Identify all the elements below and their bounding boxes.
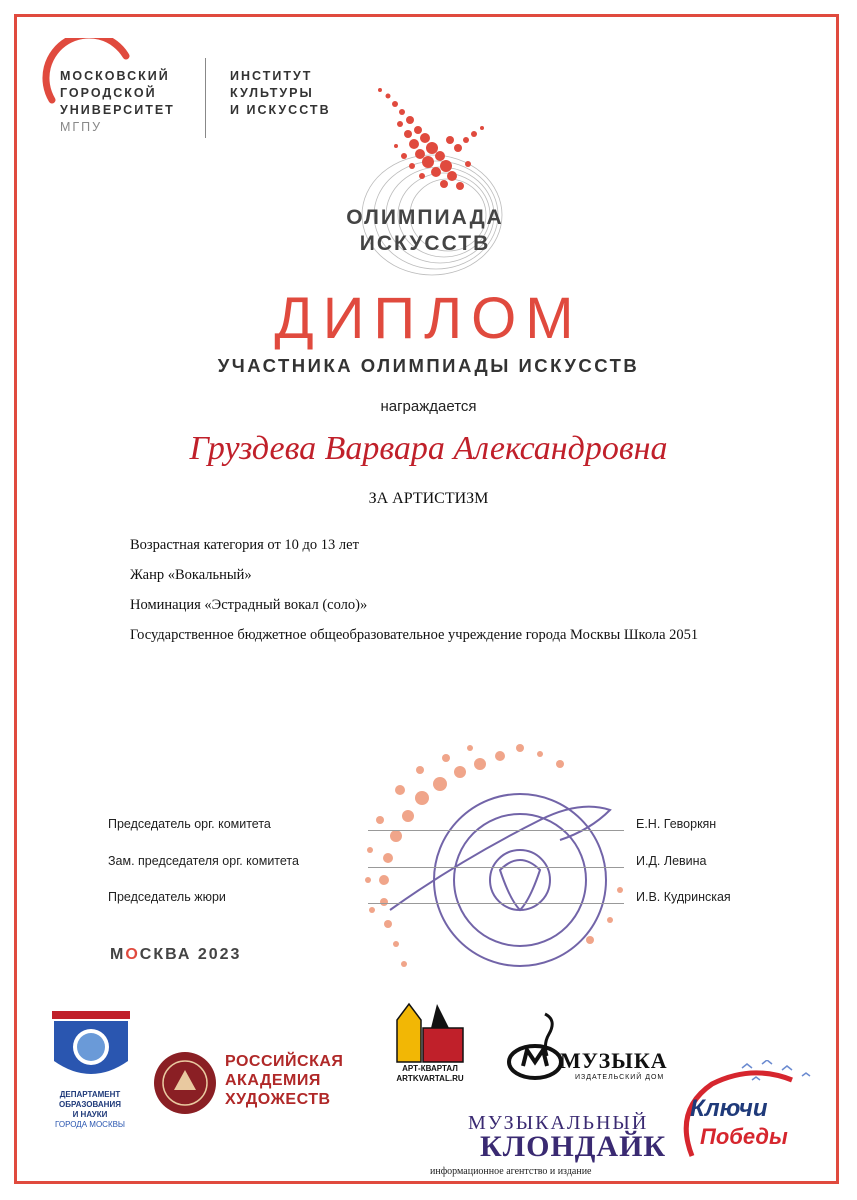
muzyka-logo [505, 1010, 565, 1082]
genre: Жанр «Вокальный» [130, 567, 252, 583]
klondike-top: МУЗЫКАЛЬНЫЙ [468, 1112, 649, 1134]
klondike-main: КЛОНДАЙК [480, 1130, 667, 1163]
age-category: Возрастная категория от 10 до 13 лет [130, 537, 359, 553]
seal-stamp [360, 740, 640, 980]
university-line: УНИВЕРСИТЕТ [60, 103, 175, 117]
signature-line [368, 903, 624, 904]
nomination: Номинация «Эстрадный вокал (соло)» [130, 597, 368, 613]
signature-role: Зам. председателя орг. комитета [108, 854, 299, 868]
signature-name: И.В. Кудринская [636, 890, 731, 904]
rah-line: ХУДОЖЕСТВ [225, 1091, 331, 1108]
olympiad-line: ИСКУССТВ [359, 232, 491, 255]
rah-emblem [152, 1050, 218, 1116]
signature-line [368, 867, 624, 868]
signature-name: И.Д. Левина [636, 854, 707, 868]
institute-line: И ИСКУССТВ [230, 103, 331, 117]
pobedy-word: Победы [700, 1124, 788, 1149]
dept-education-logo [48, 1005, 134, 1089]
city-part: СКВА 2023 [139, 946, 242, 963]
rah-text [225, 1052, 343, 1109]
recipient-name: Груздева Варвара Александровна [189, 430, 668, 467]
school: Государственное бюджетное общеобразовательное учреждение города Москвы Школа 2051 [130, 627, 699, 643]
signature-role: Председатель жюри [108, 890, 226, 904]
institute-name [230, 68, 331, 119]
university-line: ГОРОДСКОЙ [60, 86, 157, 100]
awarded-text: награждается [380, 398, 477, 415]
art-line: ARTKVARTAL.RU [396, 1074, 464, 1083]
dept-line: ОБРАЗОВАНИЯ [59, 1100, 121, 1109]
dept-line: ДЕПАРТАМЕНТ [59, 1090, 121, 1099]
art-kvartal-text [385, 1064, 475, 1084]
olympiad-line: ОЛИМПИАДА [346, 206, 504, 229]
signature-line [368, 830, 624, 831]
university-short: МГПУ [60, 120, 103, 134]
diploma-title: ДИПЛОМ [274, 286, 583, 351]
muzyka-subtitle: ИЗДАТЕЛЬСКИЙ ДОМ [575, 1074, 665, 1081]
art-line: АРТ-КВАРТАЛ [402, 1064, 458, 1073]
muzyka-title: МУЗЫКА [560, 1048, 668, 1073]
signature-name: Е.Н. Геворкян [636, 817, 717, 831]
university-name [60, 68, 175, 136]
dept-education-text [40, 1090, 140, 1130]
decorative-dots [365, 744, 623, 967]
award-reason: ЗА АРТИСТИЗМ [368, 490, 489, 507]
institute-line: КУЛЬТУРЫ [230, 86, 314, 100]
klondike-subtitle: информационное агентство и издание [430, 1166, 592, 1177]
header-divider [205, 58, 206, 138]
signature-role: Председатель орг. комитета [108, 817, 271, 831]
institute-line: ИНСТИТУТ [230, 69, 313, 83]
olympiad-title [330, 205, 520, 257]
city-year [110, 946, 241, 964]
kluchi-word: Ключи [690, 1095, 768, 1122]
city-part: О [125, 946, 140, 963]
diploma-subtitle: УЧАСТНИКА ОЛИМПИАДЫ ИСКУССТВ [217, 355, 640, 376]
city-part: М [110, 946, 126, 963]
dept-line: И НАУКИ [72, 1110, 108, 1119]
dept-line: ГОРОДА МОСКВЫ [54, 1120, 126, 1129]
art-kvartal-logo [393, 1000, 467, 1064]
university-line: МОСКОВСКИЙ [60, 69, 170, 83]
rah-line: АКАДЕМИЯ [225, 1072, 321, 1089]
rah-line: РОССИЙСКАЯ [225, 1053, 344, 1070]
